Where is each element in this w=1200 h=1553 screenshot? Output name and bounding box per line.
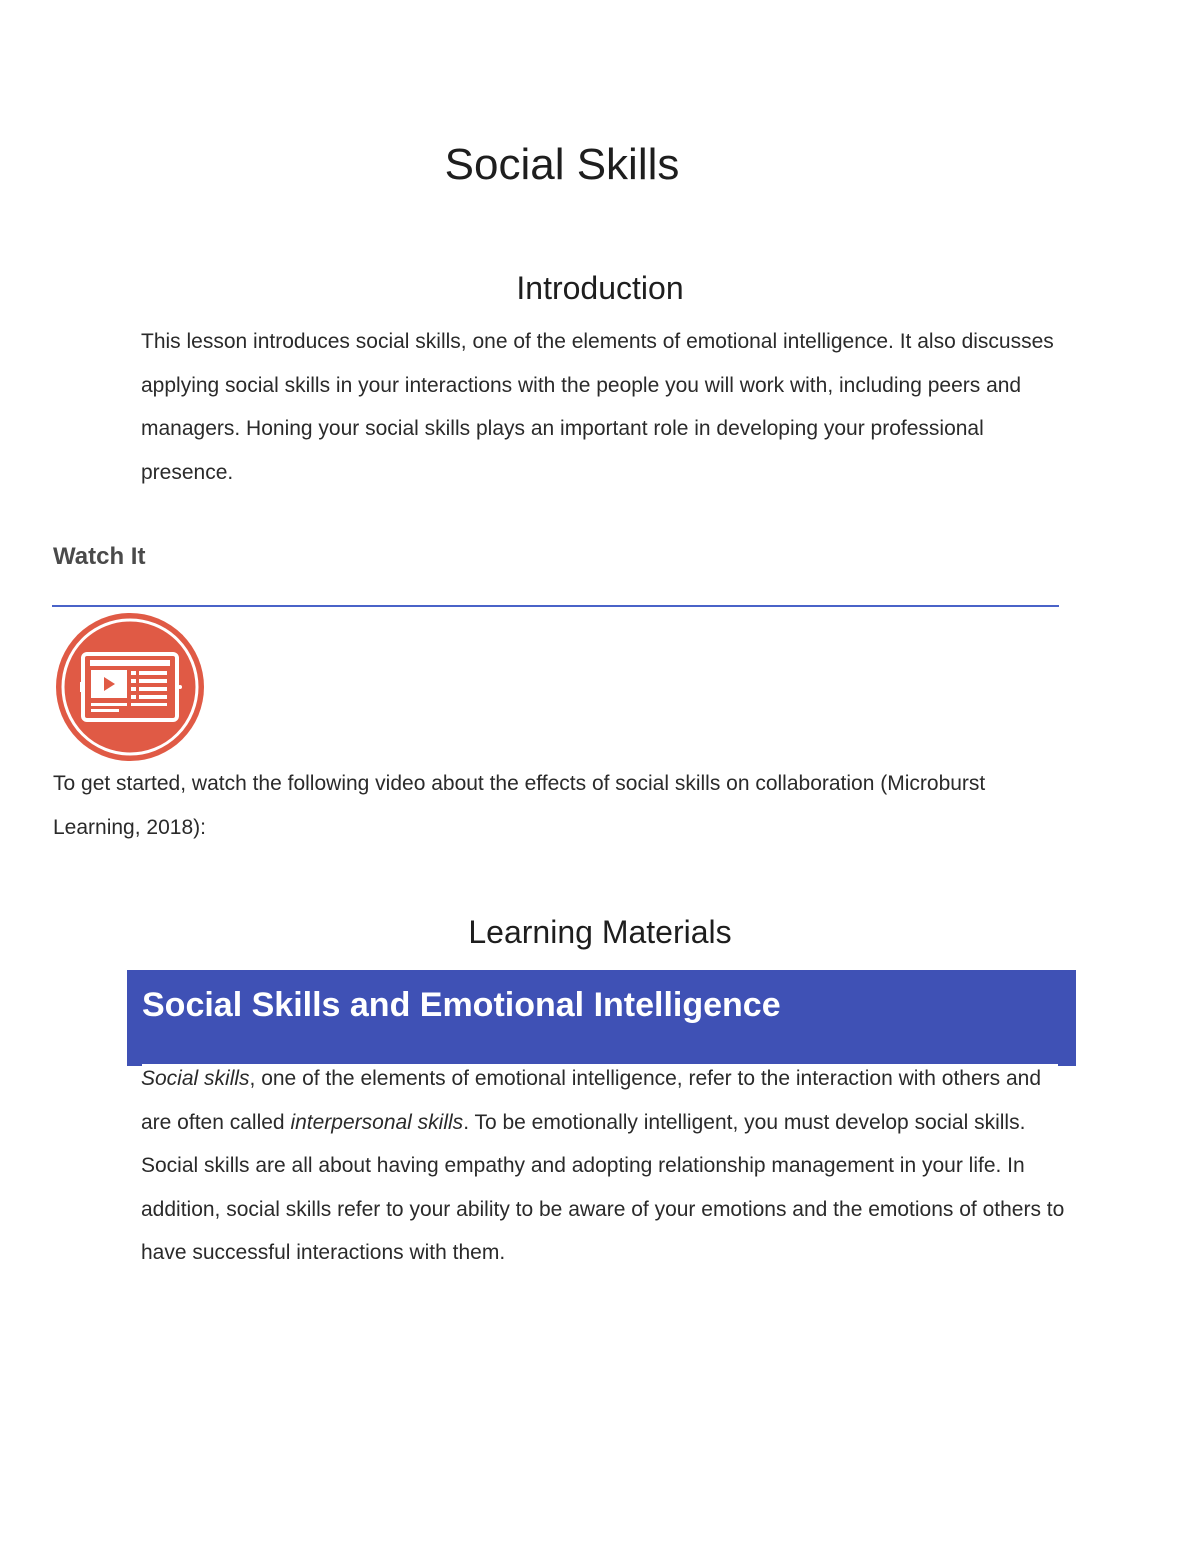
introduction-heading: Introduction bbox=[516, 270, 684, 306]
section-divider bbox=[52, 605, 1059, 607]
section-banner bbox=[127, 970, 1076, 1066]
paragraph-text-part-2: . To be emotionally intelligent, you must develop social skills. Social skills are all about having empathy and adopting relationship management in your life. In addition, social skills refer to your ability to be aware of your emotions and the emotions of others to have successful interactions with them. bbox=[141, 1110, 1065, 1264]
page-title: Social Skills bbox=[444, 140, 680, 189]
learning-materials-heading: Learning Materials bbox=[468, 914, 732, 950]
paragraph-text-part-1: , one of the elements of emotional intelligence, refer to the interaction with others and are often called bbox=[141, 1067, 1041, 1134]
watch-it-heading: Watch It bbox=[53, 543, 146, 570]
learning-materials-paragraph bbox=[141, 1057, 1071, 1275]
video-player-icon bbox=[53, 610, 207, 764]
banner-title: Social Skills and Emotional Intelligence bbox=[142, 986, 781, 1024]
term-interpersonal-skills: interpersonal skills bbox=[290, 1110, 464, 1134]
introduction-paragraph: This lesson introduces social skills, one of the elements of emotional intelligence. It also discusses applying social skills in your interactions with the people you will work with, including peers and managers. Honing your social skills plays an important role in developing your professional presence. bbox=[141, 330, 1054, 484]
video-intro-text: To get started, watch the following video about the effects of social skills on collaboration (Microburst Learning, 2018): bbox=[53, 772, 986, 839]
term-social-skills: Social skills bbox=[141, 1067, 250, 1090]
